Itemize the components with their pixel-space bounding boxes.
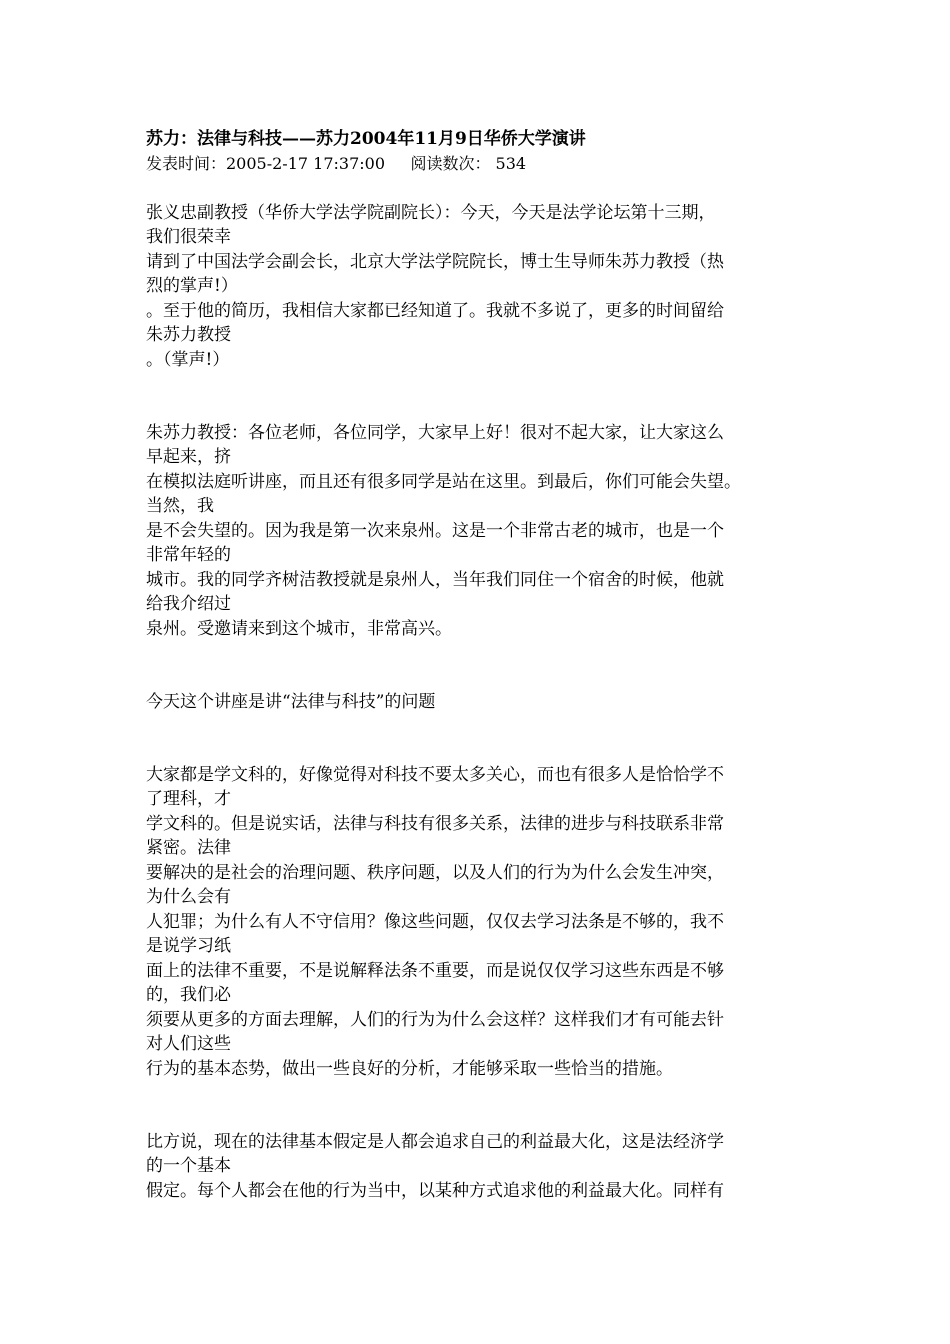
- text-line: 比方说，现在的法律基本假定是人都会追求自己的利益最大化，这是法经济学: [146, 1132, 724, 1152]
- article-title: 苏力：法律与科技——苏力2004年11月9日华侨大学演讲: [146, 129, 586, 149]
- text-line: 给我介绍过: [146, 594, 231, 614]
- text-line: 泉州。受邀请来到这个城市，非常高兴。: [146, 619, 452, 639]
- text-line: 早起来，挤: [146, 447, 231, 467]
- text-line: 大家都是学文科的，好像觉得对科技不要太多关心，而也有很多人是恰恰学不: [146, 765, 724, 785]
- text-line: 了理科，才: [146, 789, 231, 809]
- text-line: 假定。每个人都会在他的行为当中，以某种方式追求他的利益最大化。同样有: [146, 1181, 724, 1201]
- text-line: 要解决的是社会的治理问题、秩序问题，以及人们的行为为什么会发生冲突，: [146, 863, 724, 883]
- text-line: 须要从更多的方面去理解，人们的行为为什么会这样？这样我们才有可能去针: [146, 1010, 724, 1030]
- text-line: 请到了中国法学会副会长，北京大学法学院院长，博士生导师朱苏力教授（热: [146, 252, 724, 272]
- text-line: 的一个基本: [146, 1156, 231, 1176]
- text-line: 人犯罪；为什么有人不守信用？像这些问题，仅仅去学习法条是不够的，我不: [146, 912, 724, 932]
- article-meta: 发表时间：2005-2-17 17:37:00 阅读数次： 534: [146, 154, 527, 173]
- text-line: 我们很荣幸: [146, 227, 231, 247]
- text-line: 朱苏力教授: [146, 325, 231, 345]
- text-line: 今天这个讲座是讲“法律与科技”的问题: [146, 692, 436, 712]
- text-line: 的，我们必: [146, 985, 231, 1005]
- text-line: 张义忠副教授（华侨大学法学院副院长）：今天，今天是法学论坛第十三期，: [146, 203, 716, 223]
- text-line: 对人们这些: [146, 1034, 231, 1054]
- text-line: 面上的法律不重要，不是说解释法条不重要，而是说仅仅学习这些东西是不够: [146, 961, 724, 981]
- text-line: 朱苏力教授：各位老师，各位同学，大家早上好！很对不起大家，让大家这么: [146, 423, 724, 443]
- text-line: 学文科的。但是说实话，法律与科技有很多关系，法律的进步与科技联系非常: [146, 814, 724, 834]
- text-line: 是说学习纸: [146, 936, 231, 956]
- text-line: 是不会失望的。因为我是第一次来泉州。这是一个非常古老的城市，也是一个: [146, 521, 724, 541]
- text-line: 紧密。法律: [146, 838, 231, 858]
- text-line: 在模拟法庭听讲座，而且还有很多同学是站在这里。到最后，你们可能会失望。: [146, 472, 741, 492]
- text-line: 。（掌声!）: [146, 350, 230, 370]
- text-line: 。至于他的简历，我相信大家都已经知道了。我就不多说了，更多的时间留给: [146, 301, 724, 321]
- text-line: 当然，我: [146, 496, 214, 516]
- text-line: 非常年轻的: [146, 545, 231, 565]
- text-line: 烈的掌声!）: [146, 276, 238, 296]
- text-line: 城市。我的同学齐树洁教授就是泉州人，当年我们同住一个宿舍的时候，他就: [146, 570, 724, 590]
- text-line: 行为的基本态势，做出一些良好的分析，才能够采取一些恰当的措施。: [146, 1059, 673, 1079]
- text-line: 为什么会有: [146, 887, 231, 907]
